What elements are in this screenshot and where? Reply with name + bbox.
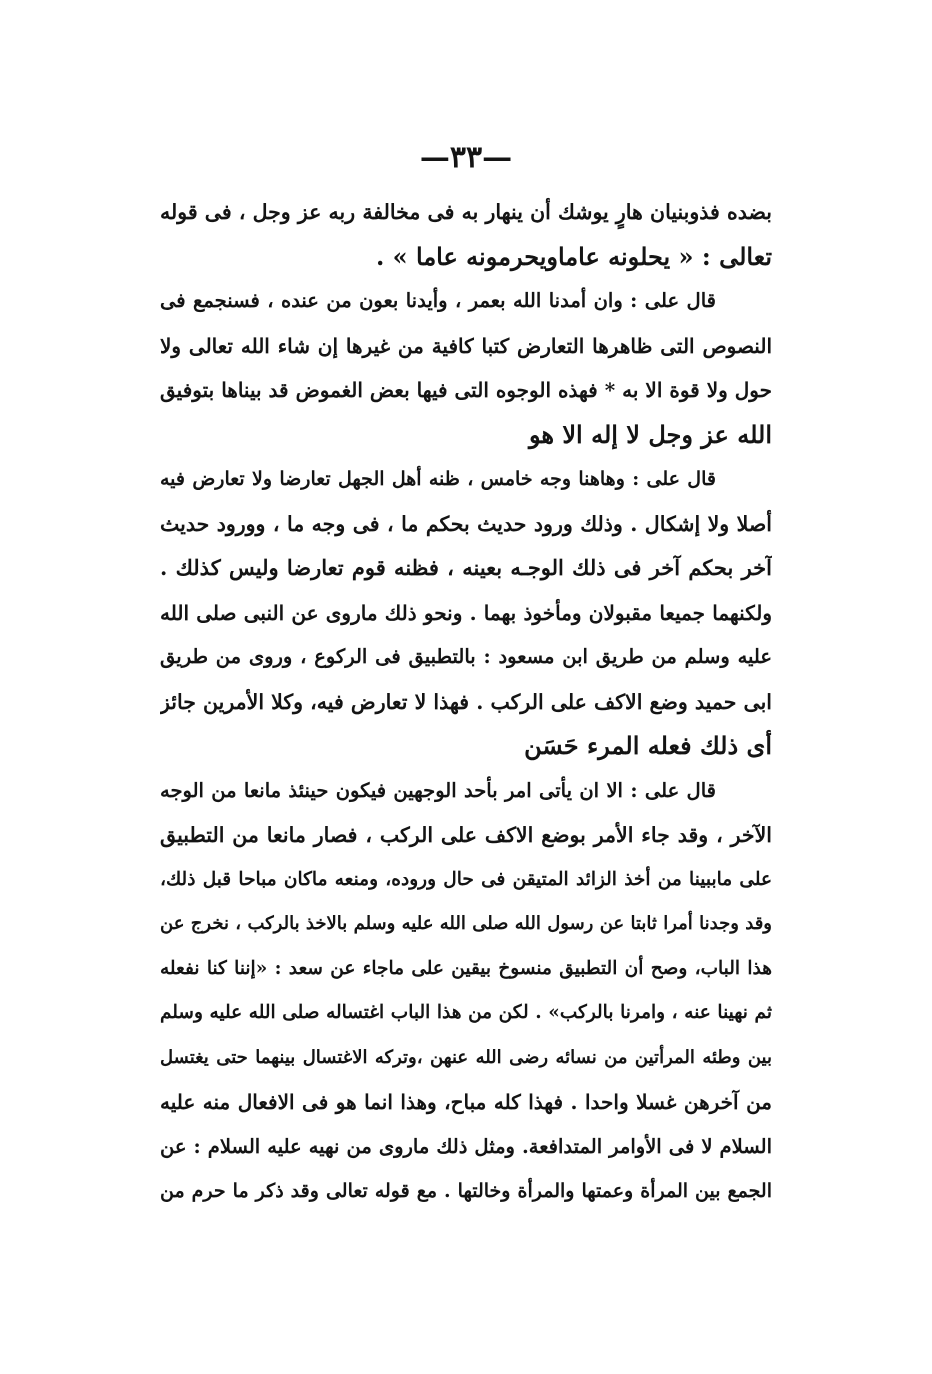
text-line: حول ولا قوة الا به * فهذه الوجوه التى فيها بعض الغموض قد بيناها بتوفيق — [160, 378, 772, 402]
text-line: ثم نهينا عنه ، وامرنا بالركب» . لكن من هذا الباب اغتساله صلى الله عليه وسلم — [160, 1002, 772, 1023]
text-line: وقد وجدنا أمرا ثابتا عن رسول الله صلى الله عليه وسلم بالاخذ بالركب ، نخرج عن — [160, 913, 772, 934]
text-line: بضده فذوبنيان هارٍ يوشك أن ينهار به فى مخالفة ربه عز وجل ، فى قوله — [160, 200, 772, 224]
text-line: الله عز وجل لا إله الا هو — [528, 419, 772, 449]
text-line: عليه وسلم من طريق ابن مسعود : بالتطبيق فى الركوع ، وروى من طريق — [160, 645, 772, 668]
text-line: أصلا ولا إشكال . وذلك ورود حديث بحكم ما ، فى وجه ما ، وورود حديث — [160, 511, 772, 536]
text-line: بين وطئه المرأتين من نسائه رضى الله عنهن ،وتركه الاغتسال بينهما حتى يغتسل — [160, 1046, 772, 1068]
text-line: آخر بحكم آخر فى ذلك الوجـه بعينه ، فظنه قوم تعارضا وليس كذلك . — [160, 555, 772, 580]
text-line: تعالى : « يحلونه عاماويحرمونه عاما » . — [375, 241, 772, 271]
text-line: الجمع بين المرأة وعمتها والمرأة وخالتها . مع قوله تعالى وقد ذكر ما حرم من — [160, 1180, 772, 1202]
paragraph-4 — [160, 769, 772, 1214]
text-line: على ماببينا من أخذ الزائد المتيقن فى حال وروده، ومنعه ماكان مباحا قبل ذلك، — [160, 868, 772, 890]
text-line: ابى حميد وضع الاكف على الركب . فهذا لا تعارض فيه، وكلا الأمرين جائز — [160, 689, 772, 714]
text-line: الآخر ، وقد جاء الأمر بوضع الاكف على الركب ، فصار مانعا من التطبيق — [160, 823, 772, 847]
text-line: النصوص التى ظاهرها التعارض كتبا كافية من غيرها إن شاء الله تعالى ولا — [160, 333, 772, 358]
text-line: ولكنهما جميعا مقبولان ومأخوذ بهما . ونحو ذلك ماروى عن النبى صلى الله — [160, 600, 772, 625]
paragraph-2 — [160, 279, 772, 457]
text-line: السلام لا فى الأوامر المتدافعة. ومثل ذلك ماروى من نهيه عليه السلام : عن — [160, 1134, 772, 1158]
text-line: قال على : وهاهنا وجه خامس ، ظنه أهل الجهل تعارضا ولا تعارض فيه — [160, 468, 716, 490]
text-line: هذا الباب، وصح أن التطبيق منسوخ بيقين على ماجاء عن سعد : «إننا كنا نفعله — [160, 957, 772, 979]
text-line: قال على : وان أمدنا الله بعمر ، وأيدنا بعون من عنده ، فسنجمع فى — [160, 289, 716, 312]
main-text — [160, 190, 772, 1214]
text-line: قال على : الا ان يأتى امر بأحد الوجهين فيكون حينئذ مانعا من الوجه — [160, 778, 716, 802]
paragraph-3 — [160, 457, 772, 769]
page-number: —٣٣— — [419, 140, 513, 175]
text-line: من آخرهن غسلا واحدا . فهذا كله مباح، وهذا انما هو فى الافعال منه عليه — [160, 1090, 772, 1114]
text-line: أى ذلك فعله المرء حَسَن — [524, 731, 772, 760]
paragraph-1 — [160, 190, 772, 279]
